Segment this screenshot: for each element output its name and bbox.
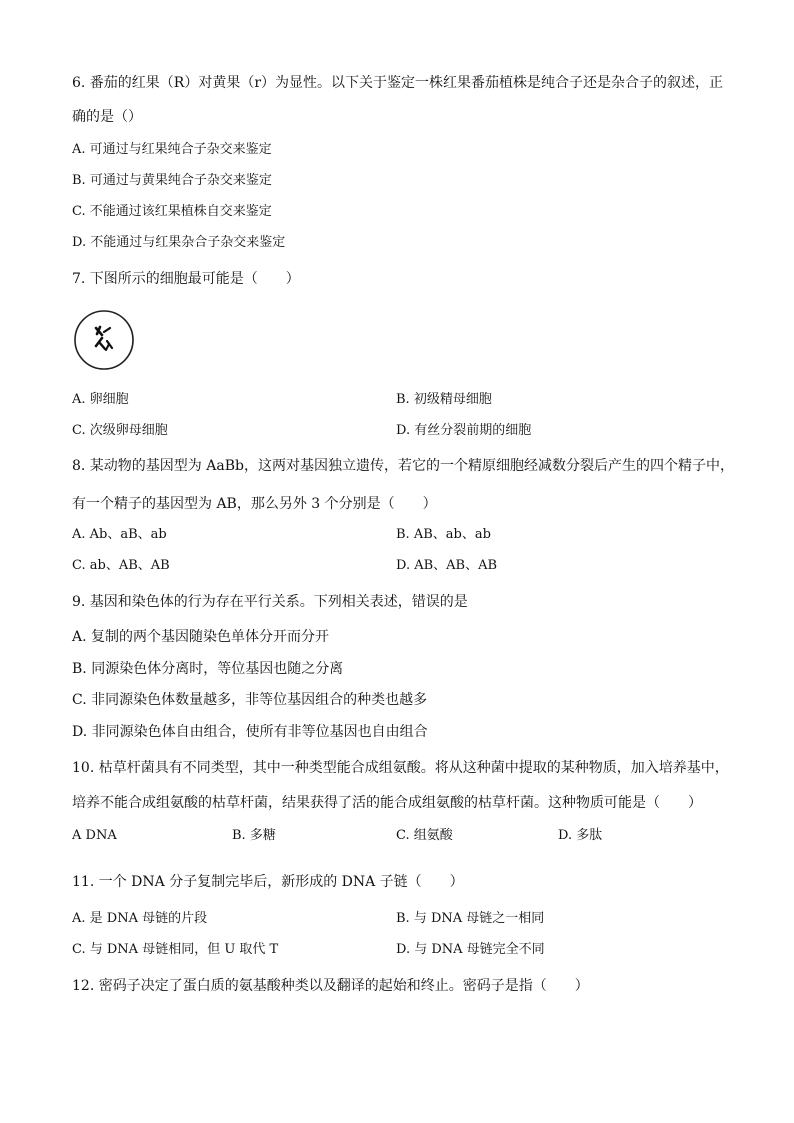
q6-stem-line2: 确的是（）	[72, 109, 142, 125]
q7-option-d: D. 有丝分裂前期的细胞	[396, 423, 532, 438]
cell-diagram	[72, 308, 136, 372]
q9-stem: 9. 基因和染色体的行为存在平行关系。下列相关表述，错误的是	[72, 594, 468, 610]
q7-option-c: C. 次级卵母细胞	[72, 423, 168, 438]
q10-option-b: B. 多糖	[232, 828, 276, 843]
q12-stem: 12. 密码子决定了蛋白质的氨基酸种类以及翻译的起始和终止。密码子是指（ ）	[72, 978, 589, 994]
q8-stem-line1: 8. 某动物的基因型为 AaBb，这两对基因独立遗传，若它的一个精原细胞经减数分裂后产生的四个精子中，	[72, 458, 734, 474]
q10-option-a: A DNA	[72, 828, 117, 843]
q7-option-a: A. 卵细胞	[72, 392, 129, 407]
q10-stem-line2: 培养不能合成组氨酸的枯草杆菌，结果获得了活的能合成组氨酸的枯草杆菌。这种物质可能是（ ）	[72, 795, 702, 811]
q6-option-a: A. 可通过与红果纯合子杂交来鉴定	[72, 142, 272, 157]
q10-stem-line1: 10. 枯草杆菌具有不同类型，其中一种类型能合成组氨酸。将从这种菌中提取的某种物质，加入培养基中，	[72, 760, 729, 776]
q9-option-c: C. 非同源染色体数量越多，非等位基因组合的种类也越多	[72, 692, 428, 708]
q10-option-d: D. 多肽	[558, 828, 603, 843]
q9-option-d: D. 非同源染色体自由组合，使所有非等位基因也自由组合	[72, 724, 428, 740]
q11-option-a: A. 是 DNA 母链的片段	[72, 911, 208, 926]
q6-stem-line1: 6. 番茄的红果（R）对黄果（r）为显性。以下关于鉴定一株红果番茄植株是纯合子还是杂合子的叙述，正	[72, 75, 724, 91]
q6-option-d: D. 不能通过与红果杂合子杂交来鉴定	[72, 235, 286, 250]
q11-option-d: D. 与 DNA 母链完全不同	[396, 942, 545, 957]
q8-option-d: D. AB、AB、AB	[396, 558, 498, 573]
q8-option-c: C. ab、AB、AB	[72, 558, 170, 573]
q7-option-b: B. 初级精母细胞	[396, 392, 492, 407]
q8-option-b: B. AB、ab、ab	[396, 527, 491, 542]
q8-option-a: A. Ab、aB、ab	[72, 527, 167, 542]
q6-option-c: C. 不能通过该红果植株自交来鉴定	[72, 204, 272, 219]
q9-option-b: B. 同源染色体分离时，等位基因也随之分离	[72, 661, 344, 677]
q9-option-a: A. 复制的两个基因随染色单体分开而分开	[72, 629, 330, 645]
q11-option-c: C. 与 DNA 母链相同，但 U 取代 T	[72, 942, 279, 957]
q6-option-b: B. 可通过与黄果纯合子杂交来鉴定	[72, 173, 272, 188]
q10-option-c: C. 组氨酸	[396, 828, 453, 843]
q11-option-b: B. 与 DNA 母链之一相同	[396, 911, 545, 926]
q8-stem-line2: 有一个精子的基因型为 AB，那么另外 3 个分别是（ ）	[72, 496, 437, 512]
q7-stem: 7. 下图所示的细胞最可能是（ ）	[72, 271, 300, 287]
q11-stem: 11. 一个 DNA 分子复制完毕后，新形成的 DNA 子链（ ）	[72, 874, 464, 890]
